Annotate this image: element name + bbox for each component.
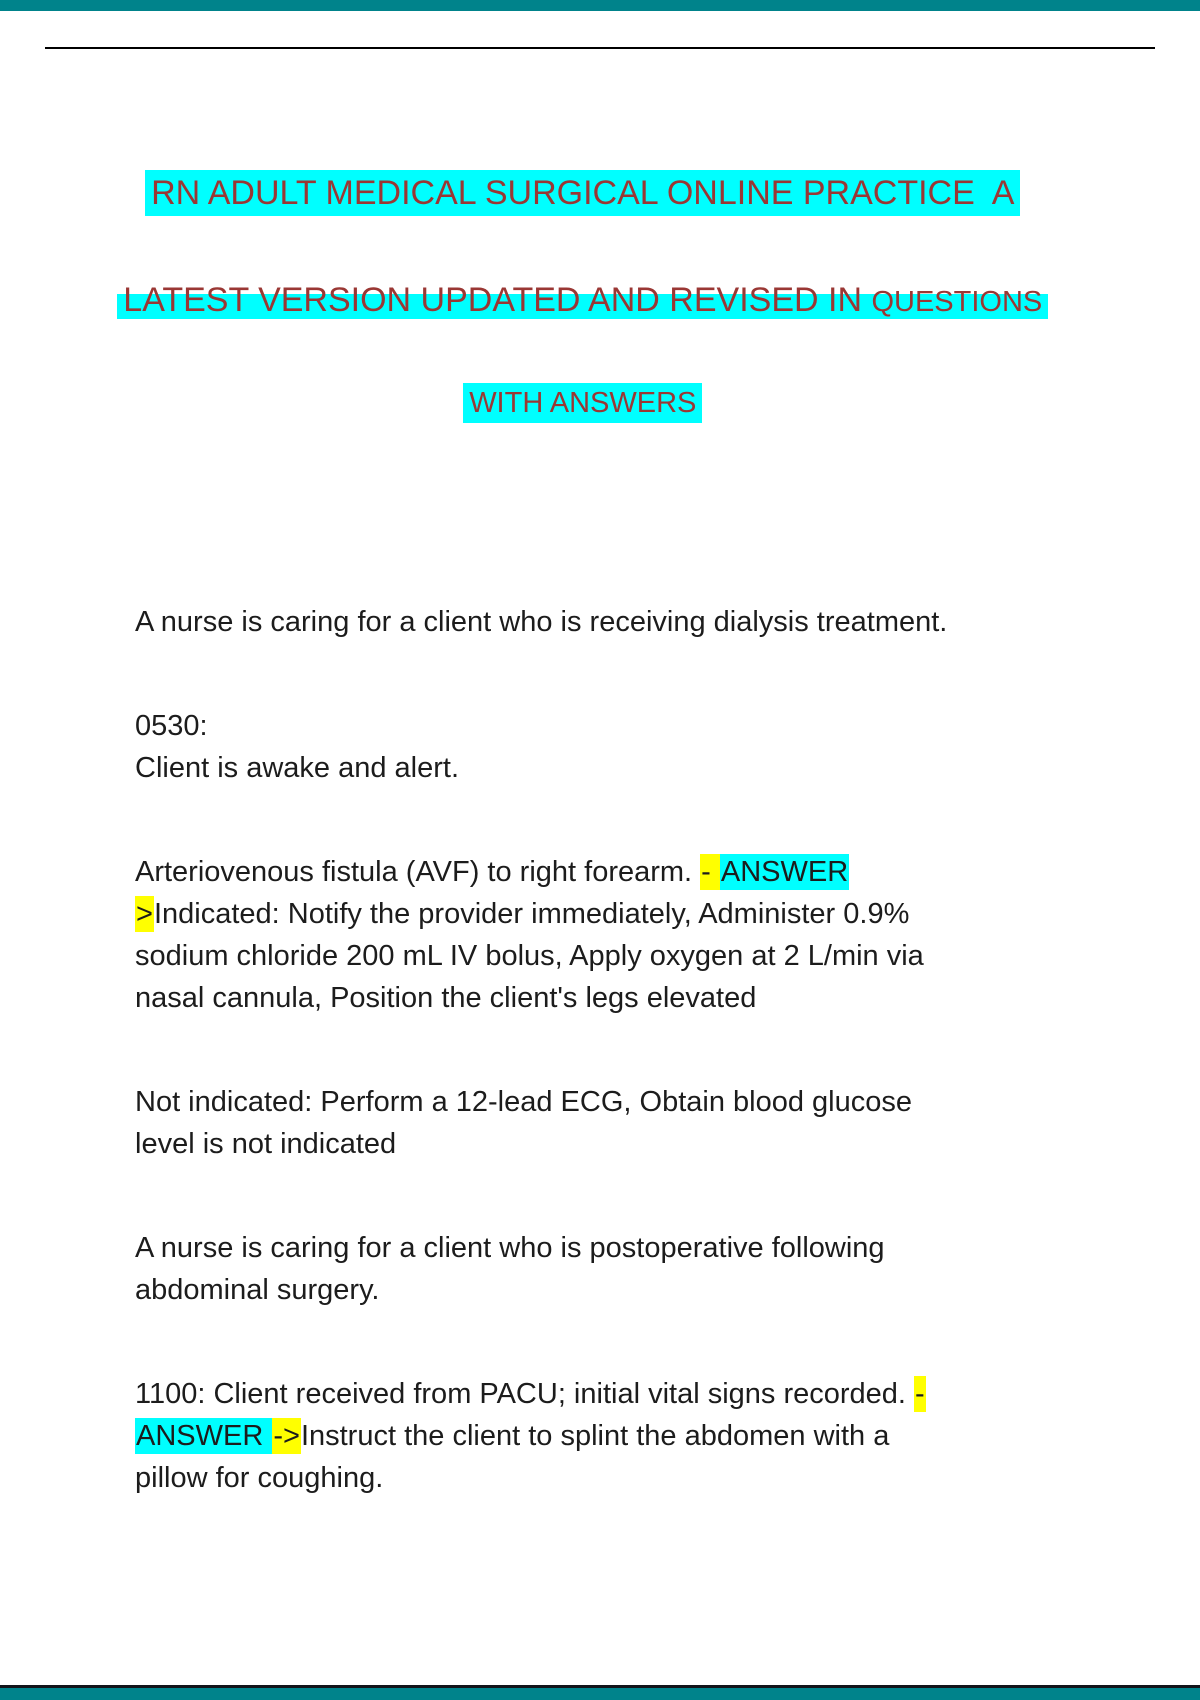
text-run: Client is awake and alert.: [135, 751, 459, 784]
top-border-bar: [0, 0, 1200, 11]
paragraph: [135, 851, 1110, 1019]
title-text: LATEST VERSION UPDATED AND REVISED IN: [123, 280, 872, 319]
text-run: Arteriovenous fistula (AVF) to right forearm.: [135, 855, 701, 888]
highlighted-text: ANSWER: [720, 855, 849, 888]
text-run: 1100: Client received from PACU; initial vital signs recorded.: [135, 1378, 915, 1411]
text-run: nasal cannula, Position the client's legs elevated: [135, 981, 757, 1014]
document-title: [0, 140, 1200, 453]
paragraph: [135, 1081, 1110, 1165]
paragraph: [135, 601, 1110, 643]
highlighted-text: -: [915, 1378, 925, 1411]
paragraph: [135, 705, 1110, 789]
text-run: abdominal surgery.: [135, 1274, 380, 1307]
paragraph: [135, 1227, 1110, 1311]
text-run: A nurse is caring for a client who is receiving dialysis treatment.: [135, 605, 948, 638]
title-text: QUESTIONS: [871, 285, 1043, 318]
title-line-1: [0, 140, 1130, 247]
title-line-2: [0, 247, 1130, 354]
highlighted-text: -: [701, 855, 719, 888]
highlighted-text: ->: [273, 1420, 300, 1453]
text-run: sodium chloride 200 mL IV bolus, Apply oxygen at 2 L/min via: [135, 939, 924, 972]
header-rule: [45, 47, 1155, 49]
document-body: [135, 601, 1110, 1500]
text-run: pillow for coughing.: [135, 1462, 384, 1495]
title-text-highlighted: [117, 280, 1048, 319]
text-run: Instruct the client to splint the abdomen with a: [300, 1420, 890, 1453]
text-run: Not indicated: Perform a 12-lead ECG, Obtain blood glucose: [135, 1085, 912, 1118]
paragraph: [135, 1373, 1110, 1499]
text-run: Indicated: Notify the provider immediately, Administer 0.9%: [153, 897, 910, 930]
title-text-highlighted: WITH ANSWERS: [463, 383, 702, 423]
text-run: A nurse is caring for a client who is postoperative following: [135, 1231, 885, 1264]
text-run: level is not indicated: [135, 1127, 397, 1160]
highlighted-text: ANSWER: [136, 1420, 272, 1453]
text-run: 0530:: [135, 709, 208, 742]
highlighted-text: >: [136, 897, 153, 930]
title-line-3: [0, 354, 1130, 453]
title-text-highlighted: RN ADULT MEDICAL SURGICAL ONLINE PRACTICE A: [145, 170, 1020, 216]
bottom-border-bar: [0, 1688, 1200, 1700]
